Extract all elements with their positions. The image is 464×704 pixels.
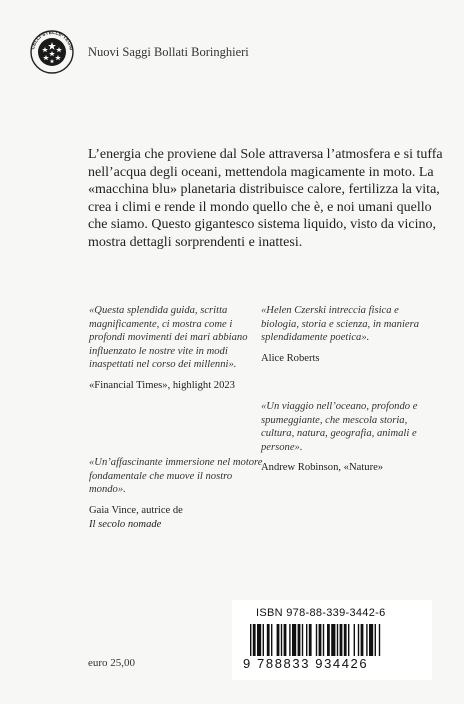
quote-source-book: Il secolo nomade — [89, 518, 162, 530]
price: euro 25,00 — [88, 657, 136, 669]
quote-text: «Helen Czerski intreccia fisica e biologia, storia e scienza, in maniera splendidamente poetica». — [261, 305, 420, 343]
quote-block — [89, 304, 264, 393]
quote-source — [89, 504, 264, 532]
series-title: Nuovi Saggi Bollati Boringhieri — [88, 44, 249, 59]
quote-text: «Un viaggio nell’oceano, profondo e spumeggiante, che mescola storia, cultura, natura, geografia, animali e persone». — [261, 401, 418, 453]
quote-block — [261, 400, 436, 475]
header — [30, 30, 249, 74]
quote-text: «Un’affascinante immersione nel motore fondamentale che muove il nostro mondo». — [89, 457, 263, 495]
isbn-label: ISBN 978-88-339-3442-6 — [256, 607, 386, 619]
barcode-icon — [250, 624, 426, 656]
quote-text: «Questa splendida guida, scritta magnificamente, ci mostra come i profondi movimenti dei mari abbiano influenzato le nostre vite in modi inaspettati nel corso dei millenni». — [89, 305, 248, 370]
quote-block — [89, 456, 264, 532]
blurb-text: L’energia che proviene dal Sole attraversa l’atmosfera e si tuffa nell’acqua degli oceani, mettendola magicamente in moto. La «macchina blu» planetaria distribuisce calore, fertilizza la vita, crea i climi e rende il mondo quello che è, e noi umani quello che siamo. Questo gigantesco sistema liquido, visto da vicino, mostra dettagli sorprendenti e inattesi. — [88, 147, 443, 250]
quote-source: Andrew Robinson, «Nature» — [261, 462, 384, 473]
stars-seal-icon — [30, 30, 74, 74]
quote-source-author: Gaia Vince, autrice de — [89, 504, 183, 516]
quote-source: «Financial Times», highlight 2023 — [89, 379, 235, 391]
logo-text: CELLI·STELLE·TEGNI — [30, 30, 74, 51]
quote-block — [261, 304, 436, 366]
barcode-digits: 9 788833 934426 — [243, 656, 369, 671]
quote-source: Alice Roberts — [261, 352, 320, 364]
